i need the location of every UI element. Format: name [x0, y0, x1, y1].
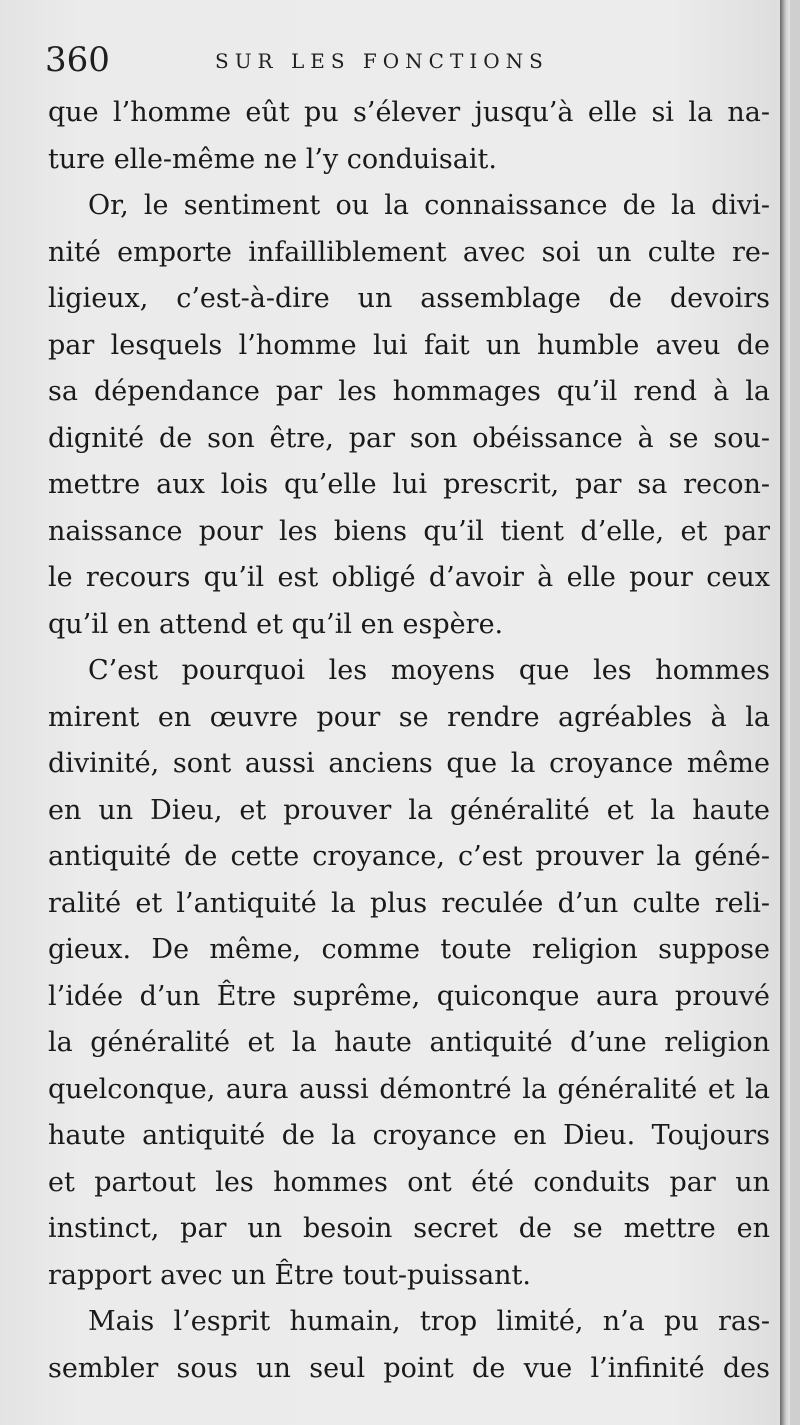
page-number: 360: [45, 40, 110, 80]
text-line: instinct, par un besoin secret de se mettre en: [48, 1213, 770, 1244]
text-line: par lesquels l’homme lui fait un humble aveu de: [48, 329, 770, 361]
text-line: haute antiquité de la croyance en Dieu. Toujours: [48, 1120, 770, 1151]
text-line: rapport avec un Être tout-puissant.: [48, 1259, 531, 1291]
page-edge: [780, 0, 790, 1425]
text-line: antiquité de cette croyance, c’est prouver la géné-: [48, 841, 770, 872]
text-line: C’est pourquoi les moyens que les hommes: [88, 655, 770, 686]
text-line: Or, le sentiment ou la connaissance de la divi-: [88, 190, 770, 221]
text-line: mettre aux lois qu’elle lui prescrit, par sa recon-: [48, 469, 770, 500]
running-head: [45, 40, 765, 80]
text-line: mirent en œuvre pour se rendre agréables à la: [48, 701, 770, 733]
text-line: l’idée d’un Être suprême, quiconque aura prouvé: [48, 980, 770, 1012]
text-line: ture elle-même ne l’y conduisait.: [48, 143, 497, 175]
text-line: le recours qu’il est obligé d’avoir à elle pour ceux: [48, 562, 770, 593]
text-line: la généralité et la haute antiquité d’une religion: [48, 1027, 770, 1058]
text-line: naissance pour les biens qu’il tient d’elle, et par: [48, 515, 770, 547]
text-line: sembler sous un seul point de vue l’infinité des: [48, 1352, 770, 1384]
text-line: dignité de son être, par son obéissance à se sou-: [48, 422, 770, 454]
text-line: que l’homme eût pu s’élever jusqu’à elle si la na-: [48, 97, 770, 128]
text-line: ralité et l’antiquité la plus reculée d’un culte reli-: [48, 887, 770, 919]
text-line: qu’il en attend et qu’il en espère.: [48, 608, 504, 640]
text-line: quelconque, aura aussi démontré la généralité et la: [48, 1073, 770, 1105]
text-line: ligieux, c’est-à-dire un assemblage de devoirs: [48, 283, 770, 314]
running-title: SUR LES FONCTIONS: [215, 49, 549, 73]
text-line: divinité, sont aussi anciens que la croyance même: [48, 748, 770, 779]
text-line: Mais l’esprit humain, trop limité, n’a pu ras-: [88, 1306, 770, 1337]
text-line: gieux. De même, comme toute religion suppose: [48, 934, 770, 965]
body-text: [48, 90, 770, 1392]
text-line: et partout les hommes ont été conduits par un: [48, 1166, 770, 1198]
text-line: nité emporte infailliblement avec soi un culte re-: [48, 236, 770, 268]
text-line: sa dépendance par les hommages qu’il rend à la: [48, 376, 770, 407]
text-line: en un Dieu, et prouver la généralité et la haute: [48, 794, 770, 826]
